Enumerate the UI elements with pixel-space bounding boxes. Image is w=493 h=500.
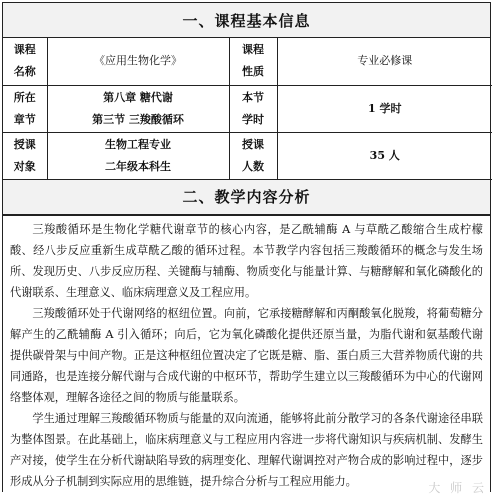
value-chapter: 第八章 糖代谢 第三节 三羧酸循环 [47,85,229,132]
info-row-course-name [3,38,492,85]
label-course-name: 课程 名称 [3,38,47,85]
info-row-chapter [3,85,492,132]
section-title-content-analysis: 二、教学内容分析 [3,180,490,215]
paragraph: 三羧酸循环是生物化学糖代谢章节的核心内容，是乙酰辅酶 A 与草酰乙酸缩合生成柠檬酸、经八步反应重新生成草酰乙酸的循环过程。本节教学内容包括三羧酸循环的概念与发生场所、发现历史、八步反应历程、关键酶与辅酶、物质变化与能量计算、与糖酵解和氧化磷酸化的代谢联系、生理意义、临床病理意义及工程应用。 [10,222,483,299]
label-course-type: 课程 性质 [229,38,277,85]
content-analysis-body [3,215,490,492]
course-info-table [2,2,491,492]
info-row-audience [3,132,492,179]
value-class-hours: 1 学时 [277,85,492,132]
paragraph: 学生通过理解三羧酸循环物质与能量的双向流通，能够将此前分散学习的各条代谢途径串联为整体图景。在此基础上，临床病理意义与工程应用内容进一步将代谢知识与疾病机制、发酵生产对接，使学生在分析代谢缺陷导致的病理变化、理解代谢调控对产物合成的影响过程中，逐步形成从分子机制到实际应用的思维链，提升综合分析与工程应用能力。 [10,411,483,488]
label-audience: 授课 对象 [3,132,47,179]
value-course-type: 专业必修课 [277,38,492,85]
label-class-hours: 本节 学时 [229,85,277,132]
value-course-name: 《应用生物化学》 [47,38,229,85]
paragraph: 三羧酸循环处于代谢网络的枢纽位置。向前，它承接糖酵解和丙酮酸氧化脱羧，将葡萄糖分解产生的乙酰辅酶 A 引入循环；向后，它为氧化磷酸化提供还原当量，为脂代谢和氨基酸代谢提供碳骨架与中间产物。正是这种枢纽位置决定了它既是糖、脂、蛋白质三大营养物质代谢的共同通路，也是连接分解代谢与合成代谢的中枢环节，帮助学生建立以三羧酸循环为中心的代谢网络整体观，理解各途径之间的物质与能量联系。 [10,306,483,404]
value-audience: 生物工程专业 二年级本科生 [47,132,229,179]
label-student-count: 授课 人数 [229,132,277,179]
section-title-basic-info: 一、课程基本信息 [3,3,490,38]
basic-info-grid [3,38,492,180]
label-chapter: 所在 章节 [3,85,47,132]
value-student-count: 35 人 [277,132,492,179]
watermark: 大 师 云 [428,481,487,495]
